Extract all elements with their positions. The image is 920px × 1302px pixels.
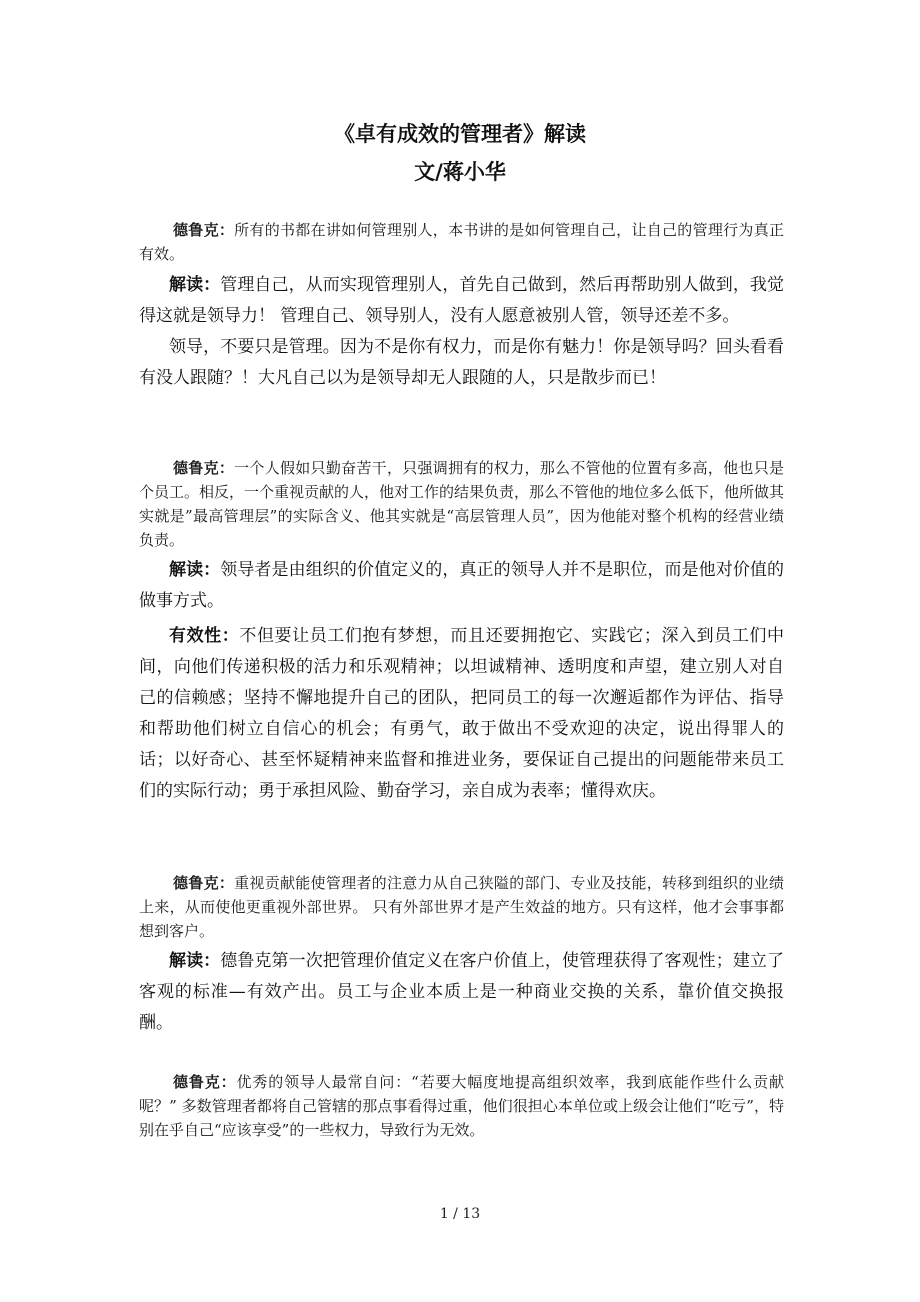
quote-text: 所有的书都在讲如何管理别人，本书讲的是如何管理自己，让自己的管理行为真正有效。 [139, 221, 784, 263]
quote-label: 德鲁克： [173, 459, 235, 477]
page-number: 1 / 13 [439, 1206, 481, 1222]
quote-label: 德鲁克： [173, 1073, 237, 1091]
drucker-quote [139, 456, 784, 552]
quote-text: 重视贡献能使管理者的注意力从自己狭隘的部门、专业及技能，转移到组织的业绩上来，从而使他更重视外部世界。 只有外部世界才是产生效益的地方。只有这样，他才会事事都想到客户。 [139, 874, 784, 940]
para-text: 管理自己，从而实现管理别人，首先自己做到，然后再帮助别人做到，我觉得这就是领导力！ 管理自己、领导别人，没有人愿意被别人管，领导还差不多。 [139, 275, 785, 326]
section-4 [139, 1070, 784, 1142]
interpretation-paragraph [139, 270, 784, 332]
quote-label: 德鲁克： [173, 221, 235, 239]
drucker-quote [139, 871, 784, 943]
quote-text: 优秀的领导人最常自问：“若要大幅度地提高组织效率，我到底能作些什么贡献呢？” 多数管理者都将自己管辖的那点事看得过重，他们很担心本单位或上级会让他们“吃亏”，特别在乎自己“应该享受”的一些权力，导致行为无效。 [139, 1073, 784, 1139]
document-title: 《卓有成效的管理者》解读 [334, 122, 586, 146]
para-label: 有效性： [169, 626, 240, 646]
body-paragraph [139, 332, 784, 394]
para-text: 领导，不要只是管理。因为不是你有权力，而是你有魅力！你是领导吗？回头看看有没人跟随？！大凡自己以为是领导却无人跟随的人，只是散步而已！ [139, 337, 784, 388]
effectiveness-paragraph [139, 621, 784, 807]
interpretation-paragraph [139, 946, 784, 1039]
para-text: 不但要让员工们抱有梦想，而且还要拥抱它、实践它；深入到员工们中间，向他们传递积极的活力和乐观精神；以坦诚精神、透明度和声望，建立别人对自己的信赖感；坚持不懈地提升自己的团队，把同员工的每一次邂逅都作为评估、指导和帮助他们树立自信心的机会；有勇气，敢于做出不受欢迎的决定，说出得罪人的话；以好奇心、甚至怀疑精神来监督和推进业务，要保证自己提出的问题能带来员工们的实际行动；勇于承担风险、勤奋学习，亲自成为表率；懂得欢庆。 [139, 626, 785, 801]
interpretation-paragraph [139, 555, 784, 617]
para-text: 德鲁克第一次把管理价值定义在客户价值上，使管理获得了客观性；建立了客观的标准—有效产出。员工与企业本质上是一种商业交换的关系，靠价值交换报酬。 [139, 951, 785, 1033]
quote-text: 一个人假如只勤奋苦干，只强调拥有的权力，那么不管他的位置有多高，他也只是个员工。相反，一个重视贡献的人，他对工作的结果负责，那么不管他的地位多么低下，他所做其实就是”最高管理层”的实际含义、他其实就是“高层管理人员”，因为他能对整个机构的经营业绩负责。 [139, 459, 785, 549]
title-block [0, 118, 920, 188]
section-2 [139, 456, 784, 807]
para-text: 领导者是由组织的价值定义的，真正的领导人并不是职位，而是他对价值的做事方式。 [139, 560, 785, 611]
para-label: 解读： [169, 275, 221, 295]
quote-label: 德鲁克： [173, 874, 235, 892]
section-3 [139, 871, 784, 1039]
drucker-quote [139, 218, 784, 266]
section-1 [139, 218, 784, 394]
drucker-quote [139, 1070, 784, 1142]
para-label: 解读： [169, 560, 221, 580]
para-label: 解读： [169, 951, 221, 971]
document-author: 文/蒋小华 [414, 160, 506, 184]
